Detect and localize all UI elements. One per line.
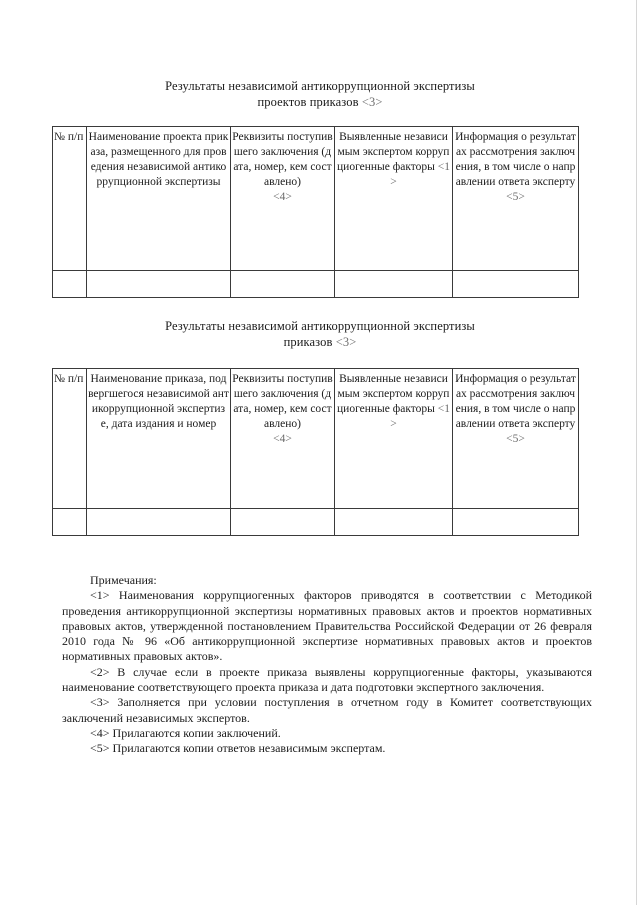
notes-block [62, 573, 592, 757]
section2-col-info-ref: <5> [506, 433, 525, 445]
section2-col-num: № п/п [53, 369, 87, 509]
section2-empty-row [53, 509, 579, 536]
section1-col-factors-ref: <1> [390, 161, 450, 188]
section1-col-info-ref: <5> [506, 191, 525, 203]
section1-table [52, 126, 579, 298]
section1-title [0, 78, 640, 110]
note-item-3: <3> Заполняется при условии поступления в отчетном году в Комитет соответствующих заключений независимых экспертов. [62, 695, 592, 725]
section2-empty-cell [53, 509, 87, 536]
note-item-2: <2> В случае если в проекте приказа выявлены коррупциогенные факторы, указываются наименование соответствующего проекта приказа и дата подготовки экспертного заключения. [62, 664, 592, 695]
note-item-4: <4> Прилагаются копии заключений. [90, 725, 281, 740]
note-item-1: <1> Наименования коррупциогенных факторов приводятся в соответствии с Методикой проведения антикоррупционной экспертизы нормативных правовых актов и проектов нормативных правовых актов, утвержденной постановлением Правительства Российской Федерации от 26 февраля 2010 года № 96 «Об антикоррупционной экспертизе нормативных правовых актов и проектов нормативных правовых актов». [62, 588, 592, 664]
section1-col-factors: Выявленные независимым экспертом коррупциогенные факторы <1> [335, 127, 453, 271]
section1-empty-cell [87, 271, 231, 298]
section2-title-ref: <3> [335, 335, 357, 349]
section2-col-factors-ref: <1> [390, 403, 450, 430]
section2-col-name: Наименование приказа, подвергшегося независимой антикоррупционной экспертизе, дата издания и номер [87, 369, 231, 509]
section1-empty-row [53, 271, 579, 298]
section2-col-factors: Выявленные независимым экспертом коррупциогенные факторы <1> [335, 369, 453, 509]
section2-table [52, 368, 579, 536]
section1-title-line1: Результаты независимой антикоррупционной экспертизы [165, 79, 475, 93]
section1-empty-cell [231, 271, 335, 298]
section1-header-row [53, 127, 579, 271]
section1-title-ref: <3> [361, 95, 383, 109]
section1-col-num: № п/п [53, 127, 87, 271]
section1-empty-cell [453, 271, 579, 298]
section2-col-details-ref: <4> [273, 433, 292, 445]
section1-col-details: Реквизиты поступившего заключения (дата, номер, кем составлено) <4> [231, 127, 335, 271]
section1-col-details-ref: <4> [273, 191, 292, 203]
notes-title: Примечания: [90, 573, 157, 587]
section1-empty-cell [53, 271, 87, 298]
note-item-5: <5> Прилагаются копии ответов независимым экспертам. [90, 741, 386, 756]
section2-title-line2: приказов <3> [283, 335, 357, 349]
section2-title-line1: Результаты независимой антикоррупционной экспертизы [165, 319, 475, 333]
section2-empty-cell [87, 509, 231, 536]
section2-col-info: Информация о результатах рассмотрения заключения, в том числе о направлении ответа эксперту <5> [453, 369, 579, 509]
section2-empty-cell [335, 509, 453, 536]
section1-title-line2: проектов приказов <3> [257, 95, 383, 109]
section1-col-info: Информация о результатах рассмотрения заключения, в том числе о направлении ответа эксперту <5> [453, 127, 579, 271]
scan-edge-line [636, 0, 637, 905]
section2-title [0, 318, 640, 350]
section1-empty-cell [335, 271, 453, 298]
section2-empty-cell [231, 509, 335, 536]
section1-col-name: Наименование проекта приказа, размещенного для проведения независимой антикоррупционной экспертизы [87, 127, 231, 271]
section2-empty-cell [453, 509, 579, 536]
section2-col-details: Реквизиты поступившего заключения (дата, номер, кем составлено) <4> [231, 369, 335, 509]
section2-header-row [53, 369, 579, 509]
